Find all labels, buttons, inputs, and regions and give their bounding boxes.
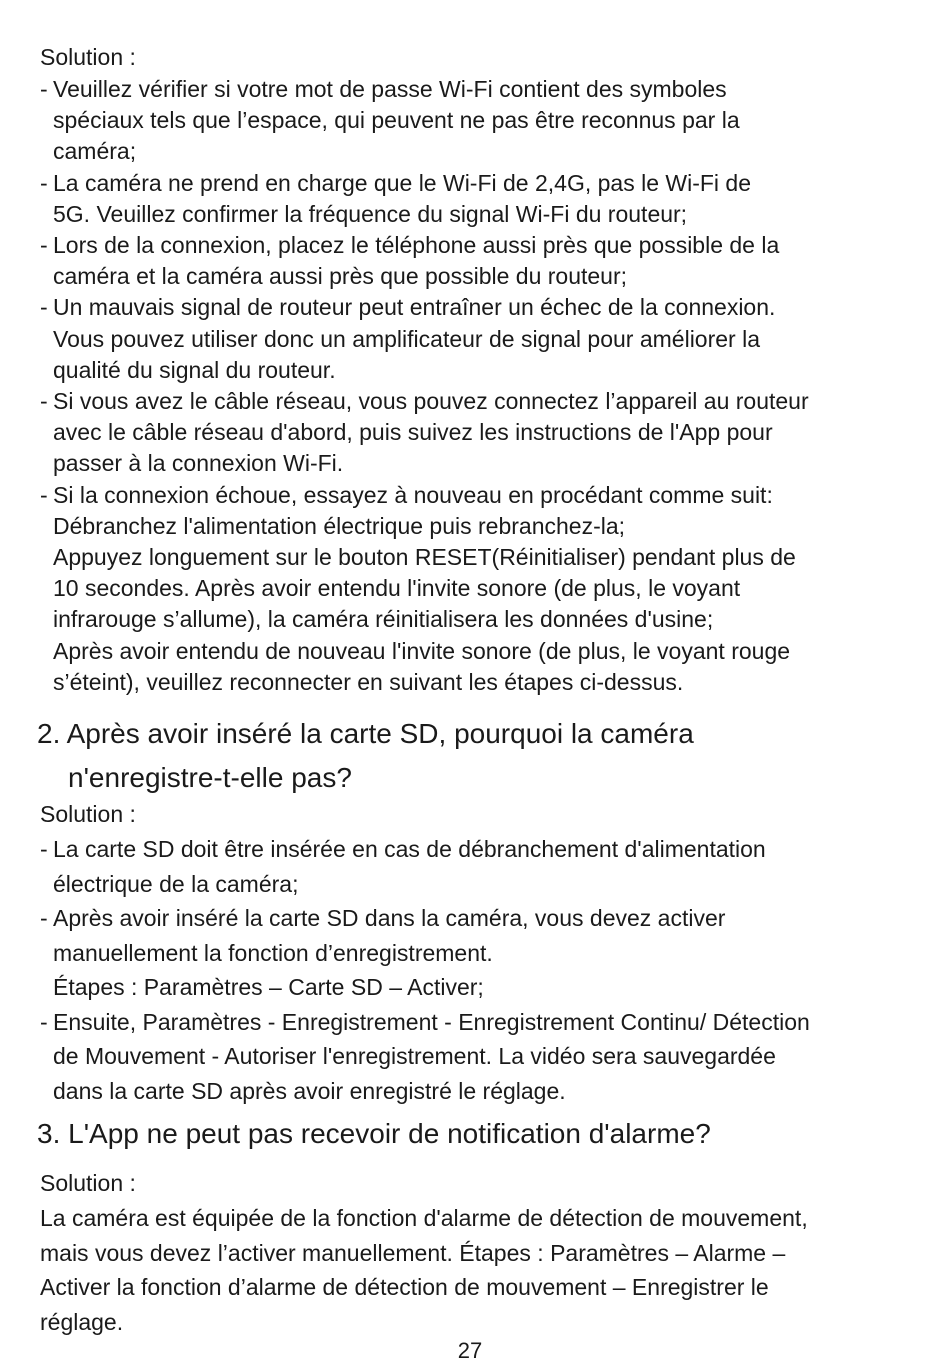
bullet-dash: - (40, 294, 48, 321)
steps-text: Étapes : Paramètres – Carte SD – Activer; (53, 974, 484, 1000)
list-item (40, 480, 920, 542)
list-item (40, 386, 920, 480)
section-2-title-line1: Après avoir inséré la carte SD, pourquoi la caméra (66, 718, 694, 749)
list-item (40, 74, 920, 168)
section-1-solution (40, 42, 920, 698)
section-2-heading (37, 712, 927, 800)
section-2-title-line2: n'enregistre-t-elle pas? (68, 762, 352, 793)
solution-label: Solution : (40, 44, 136, 70)
section-2-number: 2. (37, 718, 61, 749)
bullet-dash: - (40, 76, 48, 102)
bullet-dash: - (40, 905, 48, 931)
list-item-text: La caméra ne prend en charge que le Wi-Fi de 2,4G, pas le Wi-Fi de 5G. Veuillez confirmer la fréquence du signal Wi-Fi du routeur; (53, 169, 752, 227)
list-item-text: Si la connexion échoue, essayez à nouveau en procédant comme suit: Débranchez l'alimentation électrique puis rebranchez-la; (53, 481, 773, 539)
bullet-dash: - (40, 388, 48, 415)
list-item (40, 1005, 920, 1109)
bullet-dash: - (40, 169, 48, 196)
bullet-dash: - (40, 232, 48, 259)
list-item-text: Après avoir inséré la carte SD dans la caméra, vous devez activer manuellement la fonction d’enregistrement. (53, 905, 726, 966)
list-item-text: Lors de la connexion, placez le téléphone aussi près que possible de la caméra et la caméra aussi près que possible du routeur; (53, 232, 780, 290)
list-item-text: Si vous avez le câble réseau, vous pouvez connectez l’appareil au routeur avec le câble réseau d'abord, puis suivez les instructions de l'App pour passer à la connexion Wi-Fi. (53, 388, 809, 477)
list-continuation: Appuyez longuement sur le bouton RESET(Réinitialiser) pendant plus de 10 secondes. Après avoir entendu l'invite sonore (de plus, le voyant infrarouge s’allume), la caméra réinitialisera les données d'usine; (53, 544, 796, 633)
bullet-dash: - (40, 836, 48, 862)
bullet-dash: - (40, 1008, 48, 1035)
bullet-dash: - (40, 481, 48, 508)
list-item-text: Veuillez vérifier si votre mot de passe Wi-Fi contient des symboles spéciaux tels que l’espace, qui peuvent ne pas être reconnus par la caméra; (53, 76, 740, 165)
section-3-heading (37, 1112, 927, 1156)
section-3-paragraph: La caméra est équipée de la fonction d'alarme de détection de mouvement, mais vous devez l’activer manuellement. Étapes : Paramètres – Alarme – Activer la fonction d’alarme de détection de mouvement – Enregistrer le réglage. (40, 1205, 808, 1335)
section-3-number: 3. (37, 1118, 61, 1149)
list-item (40, 168, 920, 230)
list-item (40, 832, 920, 901)
section-2-solution (40, 799, 920, 1108)
page-number: 27 (457, 1338, 483, 1363)
list-continuation: Après avoir entendu de nouveau l'invite sonore (de plus, le voyant rouge s’éteint), veuillez reconnecter en suivant les étapes ci-dessus. (53, 637, 791, 695)
list-item (40, 292, 920, 386)
section-3-solution (40, 1168, 920, 1339)
section-3-title: L'App ne peut pas recevoir de notification d'alarme? (68, 1118, 711, 1149)
list-item (40, 901, 920, 970)
list-item-text: Ensuite, Paramètres - Enregistrement - Enregistrement Continu/ Détection de Mouvement - Autoriser l'enregistrement. La vidéo sera sauvegardée dans la carte SD après avoir enregistré le réglage. (53, 1008, 810, 1104)
list-item-text: La carte SD doit être insérée en cas de débranchement d'alimentation électrique de la caméra; (53, 836, 766, 897)
solution-label: Solution : (40, 1170, 136, 1196)
solution-label: Solution : (40, 801, 136, 827)
list-item-text: Un mauvais signal de routeur peut entraîner un échec de la connexion. Vous pouvez utiliser donc un amplificateur de signal pour améliorer la qualité du signal du routeur. (53, 294, 776, 383)
list-item (40, 230, 920, 292)
